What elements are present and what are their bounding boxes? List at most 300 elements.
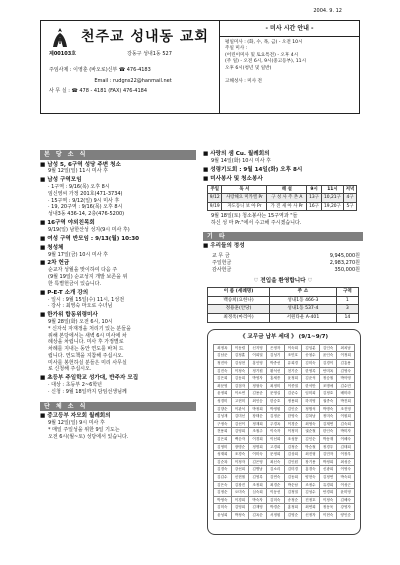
contribution-name: 문정희 bbox=[266, 451, 284, 459]
news-item bbox=[40, 290, 196, 310]
news-item bbox=[203, 167, 363, 174]
contribution-name: 최신숙 bbox=[266, 458, 284, 466]
contribution-name: 윤미영 bbox=[337, 489, 355, 497]
contribution-row bbox=[214, 375, 355, 383]
contribution-name: 심숙희 bbox=[249, 489, 267, 497]
contribution-name: 한승호 bbox=[266, 398, 284, 406]
service-schedule-table bbox=[207, 185, 357, 212]
contribution-name: 박진희 bbox=[337, 398, 355, 406]
contribution-name: 정명희 bbox=[249, 443, 267, 451]
contribution-name: 박미자 bbox=[337, 428, 355, 436]
schedule-cell: 19,20구 bbox=[321, 202, 343, 211]
left-column bbox=[40, 150, 196, 442]
contribution-name: 김미숙 bbox=[214, 504, 232, 512]
finance-row bbox=[211, 259, 361, 266]
news-item-line: · 15구역 : 9/12(일) 9시 미사 후 bbox=[48, 197, 120, 204]
contribution-name: 김미숙 bbox=[302, 360, 320, 368]
contribution-name: 유희경 bbox=[284, 360, 302, 368]
contribution-name: 이숙희 bbox=[284, 344, 302, 352]
schedule-note-line: 하신 성 마 Pr."에서 수고해 주시겠습니다. bbox=[211, 219, 302, 226]
schedule-cell: 16구 bbox=[307, 202, 321, 211]
news-item-title: ■ 한가위 합동위령미사 bbox=[40, 312, 196, 319]
contribution-name: 박명숙 bbox=[319, 405, 337, 413]
contribution-row bbox=[214, 398, 355, 406]
news-item-title: ■ 청성체 bbox=[40, 245, 196, 252]
contribution-name: 김영순 bbox=[284, 511, 302, 519]
welcome-header-cell: 이 름 (세례명) bbox=[208, 287, 270, 296]
news-item bbox=[40, 220, 196, 234]
news-item-title: ■ 2차 헌금 bbox=[40, 260, 196, 267]
contribution-name: 안미옥 bbox=[319, 367, 337, 375]
news-item-title: ■ 남성 구역모임 bbox=[40, 177, 196, 184]
contribution-name: 강영자 bbox=[337, 504, 355, 512]
contribution-name: 김태희 bbox=[337, 443, 355, 451]
contribution-name: 서정원 bbox=[266, 511, 284, 519]
contribution-name: 김상희 bbox=[284, 451, 302, 459]
contribution-name: 김정호 bbox=[319, 390, 337, 398]
group-news-list bbox=[40, 413, 196, 440]
news-item-title: ■ P-E-T 소개 강의 bbox=[40, 290, 196, 297]
schedule-cell: 자도동니 보 아 Pr bbox=[222, 202, 267, 211]
contribution-name: 김성기 bbox=[266, 352, 284, 360]
contribution-name: 천기순 bbox=[284, 367, 302, 375]
contribution-name: 김병남 bbox=[249, 466, 267, 474]
contribution-name: 정진아 bbox=[214, 360, 232, 368]
contribution-name: 박순남 bbox=[284, 481, 302, 489]
contribution-name: 김정순 bbox=[284, 443, 302, 451]
contribution-name: 박종선 bbox=[266, 360, 284, 368]
news-item-title: ■ 미사봉사 및 청소봉사 bbox=[203, 176, 363, 183]
contribution-name: 황석선 bbox=[266, 367, 284, 375]
contribution-name: 신광희 bbox=[319, 466, 337, 474]
news-item-line: 순교자 성월을 맞이하여 다음 주 bbox=[48, 267, 118, 274]
schedule-cell: 사랑해요 미카엘 Pr bbox=[222, 194, 267, 203]
welcome-cell: 정용훈(안당) bbox=[208, 305, 270, 314]
contribution-row bbox=[214, 496, 355, 504]
contribution-name: 조민호 bbox=[284, 352, 302, 360]
contribution-name: 송청수 bbox=[302, 352, 320, 360]
contribution-name: 김흥용 bbox=[337, 360, 355, 368]
contribution-name: 김인원 bbox=[284, 458, 302, 466]
contribution-name: 이희열 bbox=[249, 352, 267, 360]
contribution-row bbox=[214, 360, 355, 368]
church-name: 천주교 성내동 교회 bbox=[81, 29, 209, 45]
email-line: Email : rudgns22@hanmail.net bbox=[94, 77, 172, 84]
contribution-name: 성재희 bbox=[214, 451, 232, 459]
contribution-name: 조진영 bbox=[337, 405, 355, 413]
finance-row bbox=[211, 252, 361, 259]
parish-number: 제00103호 bbox=[49, 51, 77, 57]
contribution-name: 윤정희 bbox=[284, 375, 302, 383]
contribution-name: 이동렬 bbox=[231, 344, 249, 352]
schedule-cell: 5구 bbox=[344, 202, 357, 211]
contribution-name: 이정숙 bbox=[319, 496, 337, 504]
contribution-name: 장명순 bbox=[231, 443, 249, 451]
news-item-title: ■ 여성 구역 반모임 : 9/13(월) 10:30 bbox=[40, 236, 196, 243]
contribution-name: 이선희 bbox=[266, 435, 284, 443]
schedule-header-cell: 독 서 bbox=[222, 185, 267, 194]
contribution-name: 신정자 bbox=[302, 511, 320, 519]
mass-time-line: 고해성사 : 미사 전 bbox=[225, 79, 262, 85]
contribution-name: 김영록 bbox=[249, 473, 267, 481]
contribution-name: 조명애 bbox=[319, 382, 337, 390]
contribution-name: 이정희 bbox=[337, 352, 355, 360]
contribution-name: 고경희 bbox=[266, 443, 284, 451]
schedule-header-cell: 해 설 bbox=[267, 185, 307, 194]
mass-time-line: 주일 미사 : bbox=[225, 46, 248, 52]
contribution-name: 김준수 bbox=[284, 390, 302, 398]
contribution-name: 박정원 bbox=[266, 405, 284, 413]
contribution-name: 이영숙 bbox=[337, 466, 355, 474]
schedule-header-cell: 저녁 bbox=[344, 185, 357, 194]
news-item-line: 임신영씨 가정 201호(471-3734) bbox=[48, 190, 123, 197]
contribution-name: 박정희 bbox=[249, 405, 267, 413]
welcome-cell: 14 bbox=[336, 314, 358, 323]
contribution-name: 김옥순 bbox=[249, 511, 267, 519]
contribution-name: 김은희 bbox=[214, 435, 232, 443]
contribution-name: 주경옥 bbox=[266, 420, 284, 428]
contribution-name: 정경우 bbox=[319, 443, 337, 451]
contribution-name: 이소연 bbox=[231, 390, 249, 398]
contribution-name: 최인승 bbox=[249, 398, 267, 406]
contribution-name: 문영실 bbox=[266, 390, 284, 398]
contribution-name: 이정미 bbox=[284, 428, 302, 436]
contribution-row bbox=[214, 420, 355, 428]
contribution-name: 김순복 bbox=[214, 458, 232, 466]
contribution-name: 장태순 bbox=[249, 413, 267, 421]
news-item bbox=[40, 413, 196, 440]
schedule-cell: 구 성 사 주 촌 A bbox=[267, 194, 307, 203]
contribution-name: 구정숙 bbox=[214, 420, 232, 428]
contribution-name: 김정열 bbox=[284, 489, 302, 497]
news-item bbox=[40, 260, 196, 287]
contribution-name: 조경숙 bbox=[231, 451, 249, 459]
contribution-name: 권순철 bbox=[302, 428, 320, 436]
contribution-households-title: 《 교무금 납부 세대 》 (9/1~9/7) bbox=[239, 333, 329, 340]
contribution-name: 김복남 bbox=[302, 413, 320, 421]
schedule-cell: 13구 bbox=[307, 194, 321, 203]
contribution-name: 이숙자 bbox=[266, 428, 284, 436]
contribution-name: 김성재 bbox=[214, 413, 232, 421]
news-item-line: * 매일 주일성을 위한 9일 기도는 bbox=[48, 426, 120, 433]
finance-label: 주일헌금 bbox=[212, 259, 232, 266]
contribution-name: 한인숙 bbox=[319, 428, 337, 436]
contribution-row bbox=[214, 382, 355, 390]
contribution-households-box bbox=[207, 329, 361, 535]
contribution-row bbox=[214, 435, 355, 443]
contribution-name: 김경숙 bbox=[214, 466, 232, 474]
contribution-name: 최경순 bbox=[266, 481, 284, 489]
contribution-name: 양현숙 bbox=[302, 473, 320, 481]
contribution-name: 조정희 bbox=[249, 481, 267, 489]
news-item bbox=[40, 312, 196, 373]
news-item-line: · 강사 : 최영숙 마오로 수녀님 bbox=[48, 303, 113, 310]
contribution-name: 김미경 bbox=[284, 466, 302, 474]
contribution-name: 박아영 bbox=[337, 375, 355, 383]
contribution-row bbox=[214, 344, 355, 352]
news-item-line: (9월 19일) 순교성지 개발 보존을 위 bbox=[48, 274, 128, 281]
contribution-name: 조정수 bbox=[302, 481, 320, 489]
contribution-name: 박동재 bbox=[319, 435, 337, 443]
welcome-row bbox=[208, 296, 359, 305]
contribution-name: 이장우 bbox=[337, 451, 355, 459]
news-item-line: 9월 17일(금) 10시 미사 후 bbox=[48, 251, 108, 258]
bulletin-date: 2004. 9. 12 bbox=[313, 8, 342, 14]
contribution-row bbox=[214, 473, 355, 481]
contribution-name: 최정미 bbox=[266, 382, 284, 390]
welcome-table bbox=[207, 287, 359, 323]
contribution-row bbox=[214, 390, 355, 398]
contribution-name: 김수민 bbox=[337, 382, 355, 390]
contribution-name: 김준석 bbox=[302, 375, 320, 383]
contribution-name: 양인순 bbox=[337, 511, 355, 519]
contribution-row bbox=[214, 466, 355, 474]
news-item-line: · 19, 20구역 : 9/16(목) 오후 8시 bbox=[48, 204, 123, 211]
news-item bbox=[40, 236, 196, 243]
contribution-name: 최문영 bbox=[214, 382, 232, 390]
contribution-name: 장기용 bbox=[302, 458, 320, 466]
contribution-name: 정동욱 bbox=[319, 504, 337, 512]
section-group-news: 단 체 소 식 bbox=[40, 402, 196, 412]
contribution-name: 김연숙 bbox=[266, 473, 284, 481]
news-item bbox=[203, 151, 363, 165]
contribution-name: 진정호 bbox=[302, 496, 320, 504]
contribution-name: 김정훈 bbox=[231, 352, 249, 360]
contribution-name: 정기원 bbox=[249, 367, 267, 375]
contribution-name: 임미희 bbox=[302, 390, 320, 398]
contribution-name: 이정자 bbox=[231, 458, 249, 466]
contribution-name: 박영자 bbox=[249, 375, 267, 383]
news-item-line: · 일시 : 9월 15일(수) 11시, 1성전 bbox=[48, 296, 125, 303]
contribution-name: 오미숙 bbox=[231, 489, 249, 497]
contribution-name: 한영록 bbox=[302, 367, 320, 375]
contribution-name: 김점자 bbox=[231, 382, 249, 390]
contribution-name: 김영희 bbox=[231, 428, 249, 436]
contribution-name: 최치남 bbox=[337, 344, 355, 352]
welcome-header-cell: 주 소 bbox=[270, 287, 337, 296]
contribution-name: 윤성희 bbox=[214, 511, 232, 519]
finance-value: 350,000원 bbox=[334, 267, 360, 274]
contribution-name: 이미숙 bbox=[249, 451, 267, 459]
contribution-name: 김동희 bbox=[231, 375, 249, 383]
contribution-name: 안경희 bbox=[319, 489, 337, 497]
news-item-line: 로 신청해 주십시오. bbox=[48, 366, 92, 373]
schedule-note bbox=[203, 213, 363, 227]
contribution-name: 최진형 bbox=[302, 451, 320, 459]
news-item-line: · 1구역 : 9/16(목) 오후 8시 bbox=[48, 184, 110, 191]
schedule-header-cell: 9시 bbox=[307, 185, 321, 194]
contribution-row bbox=[214, 451, 355, 459]
news-item-line: 9월 12일(일) 11시 미사 후 bbox=[48, 168, 108, 175]
news-item-line: 위해 본당에서는 새벽 6시 미사에 차 bbox=[48, 332, 127, 339]
office-line: 사 무 실 : ☎ 478 - 4181 (FAX) 476-4184 bbox=[49, 88, 148, 94]
contribution-name: 홍인영 bbox=[249, 360, 267, 368]
news-item-line: 미사를 봉헌하실 분들은 미리 사무실 bbox=[48, 359, 127, 366]
news-item-line: · 대상 : 초등부 2~6학년 bbox=[48, 382, 102, 389]
contribution-name: 김성수 bbox=[302, 489, 320, 497]
parish-news-list bbox=[40, 162, 196, 396]
news-item-line: 오전 6시(월~토) 성당에서 있습니다. bbox=[48, 433, 129, 440]
welcome-cell: 성내1동 466-3 bbox=[270, 296, 337, 305]
contribution-name: 이관석 bbox=[231, 405, 249, 413]
news-item-title: ■ 남성 5, 6구역 성당 주변 청소 bbox=[40, 162, 196, 169]
contribution-name: 이원희 bbox=[337, 413, 355, 421]
contribution-name: 홍세종 bbox=[266, 375, 284, 383]
contribution-name: 김갑수 bbox=[214, 473, 232, 481]
contact-info bbox=[49, 65, 217, 97]
contribution-name: 조성봉 bbox=[284, 435, 302, 443]
news-item-title: ■ 16구역 야외친목회 bbox=[40, 220, 196, 227]
contribution-name: 김미숙 bbox=[266, 496, 284, 504]
news-item-title: ■ 사랑의 샘 Cu. 월례회의 bbox=[203, 151, 363, 158]
schedule-note-line: 9월 18일(토) 청소봉사는 15구역과 "들 bbox=[211, 213, 298, 220]
contribution-name: 김임분 bbox=[302, 344, 320, 352]
news-item-line: 차례를 지내는 동안 연도를 바쳐 드 bbox=[48, 346, 124, 353]
contribution-row bbox=[214, 405, 355, 413]
contribution-name: 김선이 bbox=[231, 420, 249, 428]
contribution-row bbox=[214, 352, 355, 360]
welcome-cell: 서원타운 A-401 bbox=[270, 314, 337, 323]
right-column bbox=[203, 150, 363, 535]
contribution-name: 최영숙 bbox=[302, 420, 320, 428]
contribution-name: 김영숙 bbox=[337, 367, 355, 375]
contribution-name: 정형숙 bbox=[249, 382, 267, 390]
contribution-name: 김재연 bbox=[319, 420, 337, 428]
contribution-name: 김남준 bbox=[214, 352, 232, 360]
mass-time-line: 평일미사 : (화, 수, 목, 금) - 오전 10시 bbox=[225, 39, 303, 45]
contribution-name: 정승철 bbox=[319, 375, 337, 383]
mass-times-title: - 미사 시간 안내 - bbox=[220, 21, 359, 37]
contribution-name: 이경희 bbox=[231, 496, 249, 504]
pastor-line: 주임사제 : 이영훈 (바오로)신부 ☎ 476-4183 bbox=[49, 67, 151, 73]
contribution-name: 김진숙 bbox=[214, 367, 232, 375]
contribution-row bbox=[214, 443, 355, 451]
news-item bbox=[40, 245, 196, 259]
contribution-name: 김은희 bbox=[214, 375, 232, 383]
contribution-name: 신현철 bbox=[231, 473, 249, 481]
finance-value: 2,983,270원 bbox=[329, 259, 360, 266]
contribution-name: 김재영 bbox=[249, 504, 267, 512]
contribution-row bbox=[214, 504, 355, 512]
mass-times-list bbox=[220, 37, 359, 90]
contribution-name: 권종숙 bbox=[319, 398, 337, 406]
welcome-cell: 최정옥(마리아) bbox=[208, 314, 270, 323]
contribution-row bbox=[214, 413, 355, 421]
contribution-name: 정미숙 bbox=[319, 413, 337, 421]
welcome-cell: 3 bbox=[336, 305, 358, 314]
contribution-name: 김경이 bbox=[319, 360, 337, 368]
news-item-title: ■ 초등부 주일학교 성가대, 반주자 모집 bbox=[40, 375, 196, 382]
church-info bbox=[41, 21, 219, 113]
contribution-name: 윤정희 bbox=[214, 390, 232, 398]
schedule-cell: 4구 bbox=[344, 194, 357, 203]
contribution-row bbox=[214, 458, 355, 466]
contribution-name: 김영미 bbox=[214, 443, 232, 451]
welcome-cell: 1 bbox=[336, 296, 358, 305]
news-item bbox=[40, 162, 196, 176]
mass-time-line: (주 일) - 오전 6시, 9시(중고등부), 11시 bbox=[225, 59, 307, 65]
contribution-name: 박경순 bbox=[266, 504, 284, 512]
contribution-name: 김향순 bbox=[214, 405, 232, 413]
contribution-name: 이혜숙 bbox=[337, 435, 355, 443]
contribution-name: 김숙희 bbox=[337, 420, 355, 428]
news-item-line: · 신청 : 9월 18일까지 담임선생님께 bbox=[48, 388, 127, 395]
contribution-name: 김영희 bbox=[231, 504, 249, 512]
contribution-name: 고현미 bbox=[231, 398, 249, 406]
contribution-row bbox=[214, 428, 355, 436]
contribution-name: 송정순 bbox=[284, 496, 302, 504]
contribution-name: 김정순 bbox=[214, 489, 232, 497]
contribution-name: 박영숙 bbox=[214, 496, 232, 504]
contribution-name: 김인순 bbox=[302, 435, 320, 443]
contribution-name: 이성근 bbox=[337, 481, 355, 489]
welcome-title: ♡ 전입을 환영합니다 ♡ bbox=[253, 277, 313, 284]
contribution-row bbox=[214, 511, 355, 519]
contribution-name: 정용희 bbox=[284, 398, 302, 406]
contribution-name: 이동선 bbox=[266, 489, 284, 497]
contribution-name: 한석만 bbox=[302, 382, 320, 390]
contribution-name: 최연희 bbox=[302, 504, 320, 512]
welcome-cell: 성내1동 537-4 bbox=[270, 305, 337, 314]
schedule-cell: 9/12 bbox=[208, 194, 222, 203]
contribution-name: 김은영 bbox=[249, 458, 267, 466]
contribution-name: 이현숙 bbox=[319, 511, 337, 519]
contribution-name: 김동희 bbox=[284, 473, 302, 481]
contribution-name: 김정준 bbox=[266, 413, 284, 421]
contribution-name: 홍경숙 bbox=[302, 466, 320, 474]
contribution-name: 김인순 bbox=[284, 405, 302, 413]
church-address: 강동구 성내1동 527 bbox=[127, 51, 172, 57]
schedule-row bbox=[208, 202, 357, 211]
finance-row bbox=[211, 267, 361, 274]
schedule-row bbox=[208, 194, 357, 203]
news-item-line: 한 특별헌금이 있습니다. bbox=[48, 280, 102, 287]
finance-title: ■ 우리들의 정성 bbox=[203, 243, 363, 250]
contribution-name: 김혜숙 bbox=[337, 496, 355, 504]
news-item-line: 례상을 차립니다. 미사 후 가정별로 bbox=[48, 339, 124, 346]
contribution-name: 김은숙 bbox=[214, 481, 232, 489]
contribution-name: 하지영 bbox=[302, 398, 320, 406]
contribution-name: 이경희 bbox=[249, 435, 267, 443]
news-item-line: 9월 28일(화) 오전 6시, 10시 bbox=[48, 319, 113, 326]
mass-time-line: (어린이미사 및 토요특전) - 오후 4시 bbox=[225, 52, 299, 58]
contribution-name: 정범석 bbox=[302, 405, 320, 413]
schedule-header-cell: 11시 bbox=[321, 185, 343, 194]
news-item-line: 9/19(일) 남한산성 성지(9시 미사 후) bbox=[48, 226, 130, 233]
contribution-row bbox=[214, 367, 355, 375]
news-item-line: 9월 14일(화) 10시 미사 후 bbox=[211, 157, 271, 164]
welcome-row bbox=[208, 305, 359, 314]
contribution-name: 김미선 bbox=[231, 413, 249, 421]
contribution-name: 홍정희 bbox=[284, 504, 302, 512]
contribution-name: 백순자 bbox=[231, 435, 249, 443]
schedule-cell: 가 진 새 아 사 Pr bbox=[267, 202, 307, 211]
contribution-name: 김인숙 bbox=[319, 344, 337, 352]
contribution-name: 성경미 bbox=[214, 398, 232, 406]
contribution-name: 배미라 bbox=[337, 390, 355, 398]
contribution-name: 김정연 bbox=[319, 473, 337, 481]
schedule-cell: 10,21구 bbox=[321, 194, 343, 203]
contribution-name: 이경순 bbox=[284, 420, 302, 428]
contribution-name: 강선희 bbox=[231, 466, 249, 474]
contribution-row bbox=[214, 481, 355, 489]
contribution-name: 박숙자 bbox=[249, 496, 267, 504]
contribution-name: 이종열 bbox=[284, 382, 302, 390]
welcome-header-cell: 구역 bbox=[336, 287, 358, 296]
news-item-line: 9월 12일(일) 9시 미사 후 bbox=[48, 420, 105, 427]
finance-label: 감사헌금 bbox=[212, 267, 232, 274]
contribution-name: 박정숙 bbox=[231, 511, 249, 519]
